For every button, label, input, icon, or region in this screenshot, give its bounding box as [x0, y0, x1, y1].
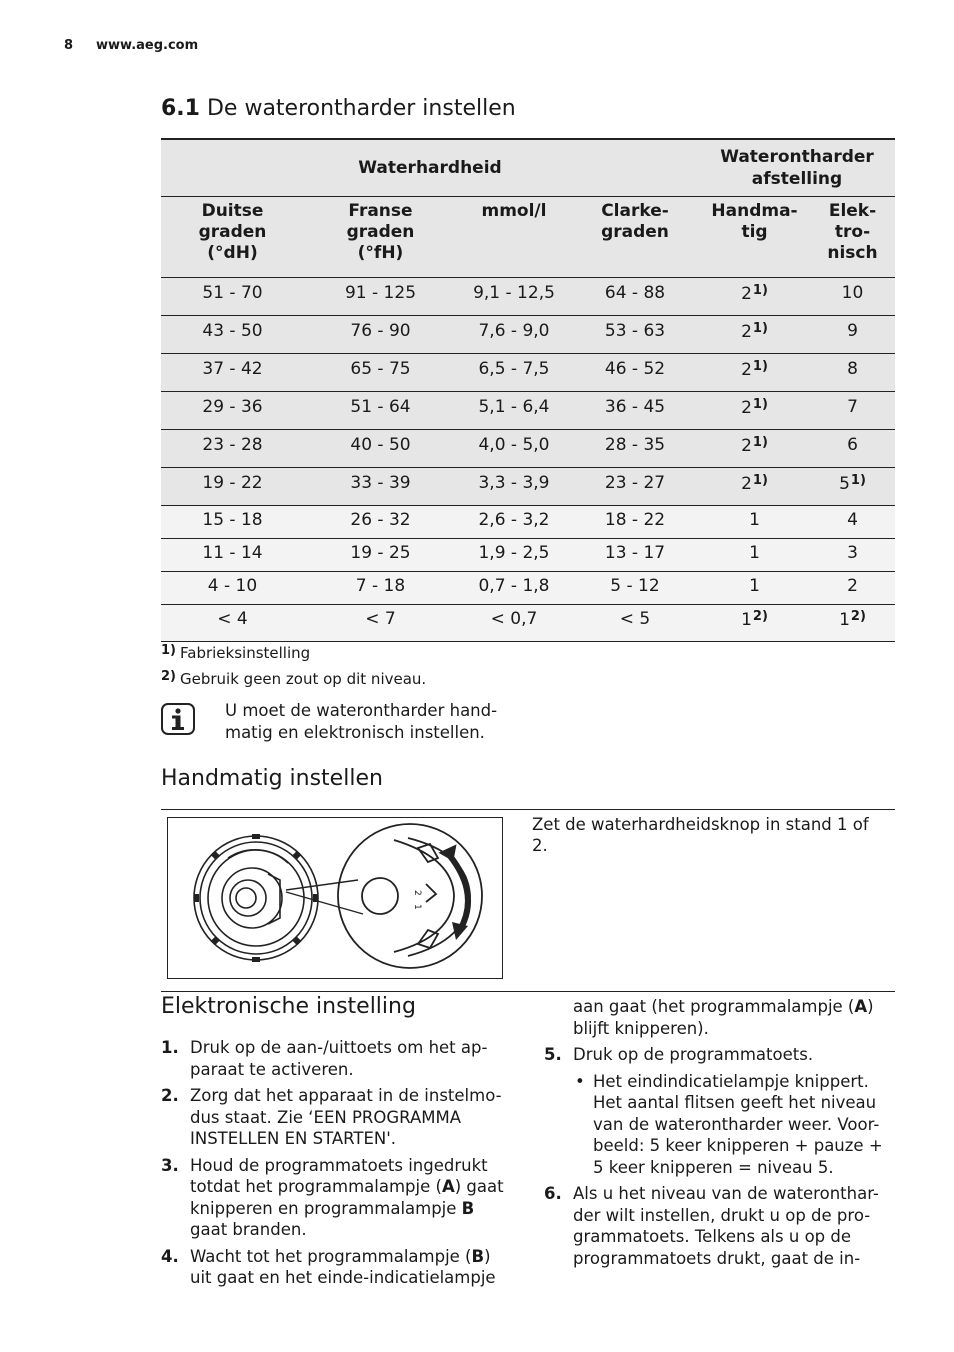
manual-text: Zet de waterhardheidsknop in stand 1 of 2. [532, 815, 869, 855]
water-hardness-table [161, 138, 895, 642]
table-cell: 10 [810, 278, 895, 316]
section-title-text: De waterontharder instellen [206, 96, 516, 121]
footnote-2: $^{2)}$ Gebruik geen zout op dit niveau. [161, 669, 427, 688]
table-cell: 3,3 - 3,9 [457, 468, 571, 506]
info-text: U moet de waterontharder hand- matig en elektronisch instellen. [225, 701, 498, 742]
table-cell: 43 - 50 [161, 316, 304, 354]
divider [161, 991, 895, 992]
step-6: 6. Als u het niveau van de wateronthar- der wilt instellen, drukt u op de pro- grammatoets. Telkens als u op de programmatoets drukt, gaat de in- [544, 1184, 879, 1268]
table-cell: 37 - 42 [161, 354, 304, 392]
table-cell: 5$^{1)}$ [810, 468, 895, 506]
table-cell: 2,6 - 3,2 [457, 506, 571, 539]
info-icon [161, 703, 195, 735]
table-row [161, 278, 895, 316]
table-cell: < 0,7 [457, 605, 571, 642]
table-cell: 26 - 32 [304, 506, 457, 539]
table-row [161, 468, 895, 506]
steps-list-left [161, 1037, 521, 1289]
table-cell: 2$^{1)}$ [699, 392, 810, 430]
table-cell: 1 [699, 572, 810, 605]
table-cell: 51 - 70 [161, 278, 304, 316]
group-header-waterhardness: Waterhardheid [161, 139, 699, 197]
step-5: 5. Druk op de programmatoets. • Het eindindicatielampje knippert. Het aantal flitsen geeft het niveau van de waterontharder weer. Voor- beeld: 5 keer knipperen + pauze + 5 keer knipperen = niveau 5. [544, 1044, 896, 1178]
table-cell: 1 [699, 539, 810, 572]
step-4-continued: aan gaat (het programmalampje (A) blijft knipperen). [573, 997, 874, 1038]
table-cell: < 7 [304, 605, 457, 642]
footnote-ref: 1) [752, 321, 768, 336]
table-row [161, 354, 895, 392]
table-cell: 91 - 125 [304, 278, 457, 316]
step-2: 2. Zorg dat het apparaat in de instelmo- dus staat. Zie ‘EEN PROGRAMMA INSTELLEN EN STARTEN'. [161, 1086, 502, 1148]
divider [161, 809, 895, 810]
table-row [161, 392, 895, 430]
footnote-ref: 1) [850, 473, 866, 488]
table-cell: 4,0 - 5,0 [457, 430, 571, 468]
table-cell: 7 - 18 [304, 572, 457, 605]
table-cell: 29 - 36 [161, 392, 304, 430]
table-cell: 9,1 - 12,5 [457, 278, 571, 316]
dial-label-2: 2 [412, 890, 422, 896]
step-4: 4. Wacht tot het programmalampje (B) uit gaat en het einde-indicatielampje [161, 1246, 496, 1287]
column-header: Clarke- graden [571, 197, 699, 278]
table-cell: 1 [699, 506, 810, 539]
table-cell: 23 - 28 [161, 430, 304, 468]
step-3: 3. Houd de programmatoets ingedrukt totdat het programmalampje (A) gaat knipperen en programmalampje B gaat branden. [161, 1155, 504, 1239]
table-cell: 19 - 22 [161, 468, 304, 506]
table-cell: 23 - 27 [571, 468, 699, 506]
table-cell: 76 - 90 [304, 316, 457, 354]
table-cell: 51 - 64 [304, 392, 457, 430]
table-row [161, 539, 895, 572]
steps-list-right [544, 996, 896, 1269]
table-cell: 36 - 45 [571, 392, 699, 430]
table-cell: 0,7 - 1,8 [457, 572, 571, 605]
table-cell: 2$^{1)}$ [699, 316, 810, 354]
table-cell: 15 - 18 [161, 506, 304, 539]
table-cell: 11 - 14 [161, 539, 304, 572]
footnote-ref: 1) [752, 283, 768, 298]
table-row [161, 605, 895, 642]
table-cell: 3 [810, 539, 895, 572]
group-header-softener: Waterontharder afstelling [699, 139, 895, 197]
softener-dial-illustration [167, 817, 503, 979]
column-header: Franse graden (°fH) [304, 197, 457, 278]
footnote-ref: 1) [752, 435, 768, 450]
table-cell: 64 - 88 [571, 278, 699, 316]
footnote-ref: 1) [752, 359, 768, 374]
column-header: Handma- tig [699, 197, 810, 278]
footnote-1: $^{1)}$ Fabrieksinstelling [161, 643, 311, 662]
table-cell: 7 [810, 392, 895, 430]
table-cell: 6,5 - 7,5 [457, 354, 571, 392]
column-header: Elek- tro- nisch [810, 197, 895, 278]
footnote-ref: 2) [850, 609, 866, 624]
table-cell: < 5 [571, 605, 699, 642]
section-title [161, 96, 516, 121]
table-cell: 19 - 25 [304, 539, 457, 572]
table-cell: 1$^{2)}$ [699, 605, 810, 642]
page-number: 8 [64, 38, 74, 53]
table-cell: 1,9 - 2,5 [457, 539, 571, 572]
table-cell: 8 [810, 354, 895, 392]
table-row [161, 316, 895, 354]
table-cell: 5 - 12 [571, 572, 699, 605]
table-cell: 2$^{1)}$ [699, 278, 810, 316]
table-cell: 2$^{1)}$ [699, 430, 810, 468]
footnote-ref: 1) [752, 397, 768, 412]
table-cell: < 4 [161, 605, 304, 642]
table-cell: 2$^{1)}$ [699, 468, 810, 506]
table-cell: 33 - 39 [304, 468, 457, 506]
table-row [161, 572, 895, 605]
footnote-ref: 1) [752, 473, 768, 488]
manual-title: Handmatig instellen [161, 766, 383, 791]
table-cell: 4 [810, 506, 895, 539]
table-cell: 53 - 63 [571, 316, 699, 354]
table-cell: 65 - 75 [304, 354, 457, 392]
footnote-ref: 2) [752, 609, 768, 624]
table-cell: 5,1 - 6,4 [457, 392, 571, 430]
site-url[interactable]: www.aeg.com [96, 38, 199, 53]
table-cell: 1$^{2)}$ [810, 605, 895, 642]
column-header: Duitse graden (°dH) [161, 197, 304, 278]
column-header: mmol/l [457, 197, 571, 278]
dial-label-1: 1 [412, 904, 422, 910]
table-cell: 18 - 22 [571, 506, 699, 539]
table-cell: 2$^{1)}$ [699, 354, 810, 392]
table-cell: 46 - 52 [571, 354, 699, 392]
table-cell: 4 - 10 [161, 572, 304, 605]
table-cell: 40 - 50 [304, 430, 457, 468]
table-cell: 7,6 - 9,0 [457, 316, 571, 354]
table-row [161, 506, 895, 539]
electronic-title: Elektronische instelling [161, 994, 416, 1019]
table-cell: 9 [810, 316, 895, 354]
step-5-bullet: • Het eindindicatielampje knippert. Het aantal flitsen geeft het niveau van de waterontharder weer. Voor- beeld: 5 keer knipperen + pauze + 5 keer knipperen = niveau 5. [575, 1071, 883, 1177]
step-1: 1. Druk op de aan-/uittoets om het ap- paraat te activeren. [161, 1038, 488, 1079]
table-cell: 28 - 35 [571, 430, 699, 468]
section-number: 6.1 [161, 96, 200, 121]
table-cell: 2 [810, 572, 895, 605]
table-cell: 13 - 17 [571, 539, 699, 572]
table-cell: 6 [810, 430, 895, 468]
table-row [161, 430, 895, 468]
